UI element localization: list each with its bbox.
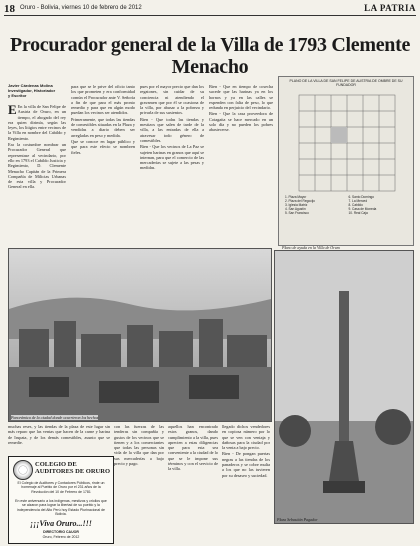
paragraph: Bien - Que en tiempo de cosecha sucede que las harinas ya en los hornos y ya en las calles se expenden con falta de peso, lo que redunda en perjuicio del vecindario. xyxy=(209,84,273,111)
column-2 xyxy=(71,84,135,244)
column-1 xyxy=(8,104,66,244)
legend-item: 5. San Francisco xyxy=(285,211,309,215)
newspaper-name: LA PATRIA xyxy=(364,3,416,13)
ad-slogan: ¡¡¡Viva Oruro...!!! xyxy=(30,519,92,528)
column-low-4 xyxy=(8,424,110,454)
paragraph: aquellos han encontrado estos granos, dando cumplimiento a la villa, pues aprecien a estas diligencias que para esta sea conveniente a la ciudad de lo que se le impone sus términos y con el servicio de la villa. xyxy=(168,424,218,472)
plaza-image xyxy=(275,251,413,523)
city-panorama-photo xyxy=(8,248,272,422)
map-grid xyxy=(279,89,413,199)
paragraph: Que se conoce en lugar público y que para este efecto se nombren fieles. xyxy=(71,138,135,155)
ad-date: Oruro, Febrero de 2012 xyxy=(42,535,80,539)
advertisement xyxy=(8,456,114,544)
legend-item: 9. Casa de Moneda xyxy=(348,207,377,211)
ad-body: El Colegio de Auditores y Contadores Públicos, rinde un homenaje al Pueblo de Oruro por el 231 años de la Revolución del 10 de Febrero de 1781 xyxy=(17,481,105,494)
panorama-caption: Panorámica de la ciudad donde ocurrieron los hechos xyxy=(11,415,99,420)
ad-signer: DIRECTORIO CAUOR xyxy=(43,530,79,534)
legend-item: 6. Santo Domingo xyxy=(348,195,375,199)
paragraph: con las fuerzas de las tenderas sin compañía y gustos de los vecinos que se tienen y a los comerciantes que todas las personas sin vida de la villa que dan por sus mercaderías a bajo precio y pago. xyxy=(114,424,164,467)
ad-body-2: En este aniversario a los indígenas, mestizos y criollos que se alzaron para lograr la libertad de su pueblo y la independencia del Alto Perú hoy Estado Plurinacional de Bolivia. xyxy=(15,499,107,516)
legend-item: 2. Plaza del Regocijo xyxy=(285,199,315,203)
plaza-photo xyxy=(274,250,414,524)
paragraph: Bien - Que la casa proveedora de Cotagaita se hace mercado en un solo día y no pueden los pobres abastecerse. xyxy=(209,111,273,133)
column-4 xyxy=(209,84,273,244)
paragraph: Bien - Que los vecinos de La Paz se sujeten harinas en granos que aquí se internan, para que el comercio de las mercaderías se sujete a las pesas y medidas. xyxy=(140,144,204,171)
date-line: Oruro - Bolivia, viernes 10 de febrero de 2012 xyxy=(20,5,142,11)
article-headline: Procurador general de la Villa de 1793 Clemente Menacho xyxy=(9,34,411,78)
legend-item: 4. San Agustín xyxy=(285,207,306,211)
paragraph: Bien - De pongan puertas negras a las tiendas de los panaderos y se cobre multa a los que no las tuvieren por su desaseo y suciedad. xyxy=(222,451,270,478)
drop-cap: E xyxy=(8,104,17,117)
legend-item: 10. Real Caja xyxy=(348,211,368,215)
page-header xyxy=(4,3,416,16)
legend-item: 7. La Merced xyxy=(348,199,368,203)
paragraph: Primeramente, que todas las tiendas de comestibles situadas en la Plaza y vendidas a diario deben ser arregladas en peso y medida. xyxy=(71,116,135,138)
legend-item: 8. Cabildo xyxy=(348,203,363,207)
paragraph: Bien - Que todas las tiendas y mestizos que salen de tarde de la villa, a las entradas de ella a atravesar todo género de comestibles. xyxy=(140,116,204,143)
ad-title: COLEGIO DE AUDITORES DE ORURO xyxy=(35,461,111,475)
plaza-caption: Plaza Sebastián Pagador xyxy=(277,517,318,522)
map-legend xyxy=(285,195,409,215)
college-seal-logo xyxy=(13,460,33,480)
panorama-image xyxy=(9,249,271,421)
column-3 xyxy=(140,84,204,244)
column-low-3 xyxy=(222,424,270,542)
byline: Javier Cárdenas Molina Investigador, Historiador y Escritor xyxy=(8,83,56,98)
column-low-1 xyxy=(114,424,164,542)
paragraph: llegado dichos vendedores en copiosa número por lo que se ven con ventaja y dañosas para la ciudad por la venta a bajo precio. xyxy=(222,424,270,451)
paragraph: pues por el mayor precio que dan los regatones, sin cuidar de su conciencia ni atendiendo el gravamen que por él se ocasiona de la villa, por abusar a la pobreza y privarla de sus sustentos. xyxy=(140,84,204,116)
paragraph: Era la costumbre nombrar un Procurador General que representase al vecindario, por ello en 1793 el Cabildo Justicia y Regimiento, D. Clemente Menacho Capitán de la Primera Compañía de Milicias Urbanas de esta villa y Procurador General en ella. xyxy=(8,142,66,190)
map-title: PLANO DE LA VILLA DE SAN FELIPE DE AUSTRIA DE OMBRE DE SU FUNDADOR xyxy=(289,79,403,87)
page-number: 18 xyxy=(4,3,15,15)
city-map xyxy=(278,76,414,246)
paragraph: E En la villa de San Felipe de Austria de Oruro, en un tiempo, el abogado del rey era quien dirimía, según las leyes, los litigios entre vecinos de la Villa en nombre del Cabildo y Regimiento. xyxy=(8,104,66,141)
column-low-2 xyxy=(168,424,218,542)
map-caption: Plano de ayuda en la Villa de Oruro xyxy=(282,245,341,250)
legend-item: 3. Iglesia Matriz xyxy=(285,203,308,207)
paragraph: muchas reses, y las tiendas de la plaza de este lugar sin más reparo que las ventas que hacen de la carne y harina de Irupata, y de los demás comestibles, asunto que se remedie. xyxy=(8,424,110,445)
legend-item: 1. Plaza Mayor xyxy=(285,195,307,199)
paragraph: para que se le prive del oficio tanto los que prometen y era conformidad común el Procurador ante V. Señoría a fin de que para el más pronto remedio y para que en algún modo puedan los vecinos ser atendidos. xyxy=(71,84,135,116)
